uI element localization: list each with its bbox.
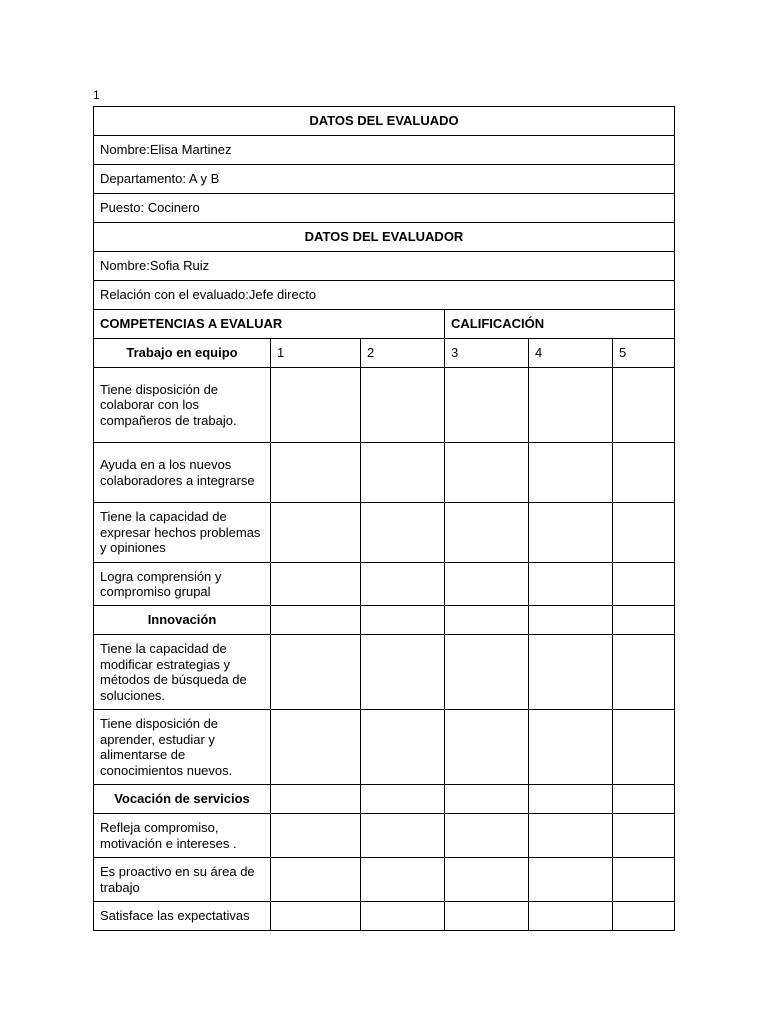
scale-label: 3 xyxy=(445,339,529,368)
rating-cell-5[interactable] xyxy=(613,814,675,858)
rating-cell-3[interactable] xyxy=(445,858,529,902)
evaluado-title: DATOS DEL EVALUADO xyxy=(94,107,675,136)
rating-cell-2[interactable] xyxy=(361,710,445,785)
rating-cell-2[interactable] xyxy=(361,785,445,814)
rating-cell-2[interactable] xyxy=(361,635,445,710)
evaluado-puesto: Puesto: Cocinero xyxy=(94,194,675,223)
evaluador-title: DATOS DEL EVALUADOR xyxy=(94,223,675,252)
rating-cell-1[interactable] xyxy=(271,503,361,563)
rating-cell-5[interactable] xyxy=(613,503,675,563)
criterion-row xyxy=(94,503,675,563)
criterion-row xyxy=(94,368,675,443)
section-row xyxy=(94,606,675,635)
evaluador-nombre: Nombre:Sofia Ruiz xyxy=(94,252,675,281)
rating-cell-4[interactable] xyxy=(529,902,613,931)
evaluador-relacion-row xyxy=(94,281,675,310)
rating-cell-3[interactable] xyxy=(445,503,529,563)
rating-cell-1[interactable] xyxy=(271,606,361,635)
criterion-text: Tiene disposición de colaborar con los compañeros de trabajo. xyxy=(94,368,271,443)
rating-cell-1[interactable] xyxy=(271,814,361,858)
competencias-header: COMPETENCIAS A EVALUAR xyxy=(94,310,445,339)
section-label: Trabajo en equipo xyxy=(94,339,271,368)
rating-cell-5[interactable] xyxy=(613,710,675,785)
criterion-text: Refleja compromiso, motivación e intereses . xyxy=(94,814,271,858)
rating-cell-4[interactable] xyxy=(529,814,613,858)
rating-cell-1[interactable] xyxy=(271,368,361,443)
rating-cell-4[interactable] xyxy=(529,443,613,503)
criterion-row xyxy=(94,902,675,931)
rating-cell-4[interactable] xyxy=(529,503,613,563)
competencias-header-row xyxy=(94,310,675,339)
evaluador-header-row xyxy=(94,223,675,252)
criterion-text: Tiene disposición de aprender, estudiar y alimentarse de conocimientos nuevos. xyxy=(94,710,271,785)
rating-cell-5[interactable] xyxy=(613,635,675,710)
criterion-row xyxy=(94,443,675,503)
rating-cell-2[interactable] xyxy=(361,902,445,931)
rating-cell-4[interactable] xyxy=(529,785,613,814)
rating-cell-3[interactable] xyxy=(445,563,529,606)
criterion-text: Es proactivo en su área de trabajo xyxy=(94,858,271,902)
calificacion-header: CALIFICACIÓN xyxy=(445,310,675,339)
section-label: Innovación xyxy=(94,606,271,635)
criterion-text: Tiene la capacidad de expresar hechos problemas y opiniones xyxy=(94,503,271,563)
rating-cell-2[interactable] xyxy=(361,858,445,902)
rating-cell-2[interactable] xyxy=(361,563,445,606)
rating-cell-5[interactable] xyxy=(613,443,675,503)
rating-cell-1[interactable] xyxy=(271,710,361,785)
rating-cell-3[interactable] xyxy=(445,785,529,814)
rating-cell-1[interactable] xyxy=(271,563,361,606)
evaluador-relacion: Relación con el evaluado:Jefe directo xyxy=(94,281,675,310)
criterion-text: Logra comprensión y compromiso grupal xyxy=(94,563,271,606)
rating-cell-5[interactable] xyxy=(613,858,675,902)
section-row xyxy=(94,785,675,814)
rating-cell-5[interactable] xyxy=(613,368,675,443)
rating-cell-2[interactable] xyxy=(361,443,445,503)
rating-cell-5[interactable] xyxy=(613,785,675,814)
evaluation-form-table xyxy=(93,106,675,931)
criterion-row xyxy=(94,710,675,785)
rating-cell-4[interactable] xyxy=(529,635,613,710)
section-label: Vocación de servicios xyxy=(94,785,271,814)
rating-cell-3[interactable] xyxy=(445,368,529,443)
rating-cell-3[interactable] xyxy=(445,710,529,785)
rating-cell-2[interactable] xyxy=(361,503,445,563)
rating-cell-4[interactable] xyxy=(529,563,613,606)
scale-label: 1 xyxy=(271,339,361,368)
section-row xyxy=(94,339,675,368)
rating-cell-4[interactable] xyxy=(529,368,613,443)
evaluado-header-row xyxy=(94,107,675,136)
evaluado-departamento: Departamento: A y B xyxy=(94,165,675,194)
rating-cell-5[interactable] xyxy=(613,606,675,635)
rating-cell-3[interactable] xyxy=(445,606,529,635)
criterion-text: Satisface las expectativas xyxy=(94,902,271,931)
scale-label: 5 xyxy=(613,339,675,368)
rating-cell-3[interactable] xyxy=(445,902,529,931)
rating-cell-4[interactable] xyxy=(529,858,613,902)
rating-cell-3[interactable] xyxy=(445,635,529,710)
rating-cell-4[interactable] xyxy=(529,606,613,635)
page-number: 1 xyxy=(93,88,100,102)
rating-cell-2[interactable] xyxy=(361,606,445,635)
rating-cell-1[interactable] xyxy=(271,858,361,902)
rating-cell-5[interactable] xyxy=(613,902,675,931)
evaluado-departamento-row xyxy=(94,165,675,194)
rating-cell-1[interactable] xyxy=(271,785,361,814)
rating-cell-5[interactable] xyxy=(613,563,675,606)
rating-cell-2[interactable] xyxy=(361,814,445,858)
rating-cell-3[interactable] xyxy=(445,443,529,503)
evaluado-nombre-row xyxy=(94,136,675,165)
criterion-text: Ayuda en a los nuevos colaboradores a integrarse xyxy=(94,443,271,503)
evaluado-nombre: Nombre:Elisa Martinez xyxy=(94,136,675,165)
evaluado-puesto-row xyxy=(94,194,675,223)
evaluador-nombre-row xyxy=(94,252,675,281)
criterion-row xyxy=(94,563,675,606)
rating-cell-3[interactable] xyxy=(445,814,529,858)
criterion-row xyxy=(94,858,675,902)
rating-cell-1[interactable] xyxy=(271,443,361,503)
rating-cell-1[interactable] xyxy=(271,635,361,710)
rating-cell-4[interactable] xyxy=(529,710,613,785)
scale-label: 4 xyxy=(529,339,613,368)
criterion-row xyxy=(94,814,675,858)
rating-cell-2[interactable] xyxy=(361,368,445,443)
criterion-row xyxy=(94,635,675,710)
rating-cell-1[interactable] xyxy=(271,902,361,931)
criterion-text: Tiene la capacidad de modificar estrategias y métodos de búsqueda de soluciones. xyxy=(94,635,271,710)
scale-label: 2 xyxy=(361,339,445,368)
